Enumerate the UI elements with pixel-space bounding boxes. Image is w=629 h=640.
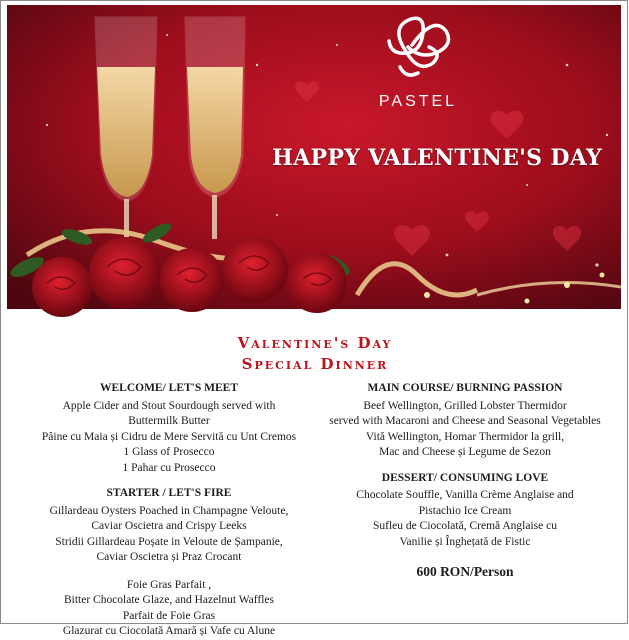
menu-line: Vanilie și Înghețată de Fistic [399, 535, 531, 548]
hero-title: HAPPY VALENTINE'S DAY [272, 145, 602, 171]
menu-line: Pâine cu Maia și Cidru de Mere Servită cu Unt Cremos [41, 430, 297, 443]
menu-line: Caviar Oscietra și Praz Crocant [96, 551, 242, 563]
menu-column-left [13, 381, 325, 640]
menu-line: Apple Cider and Stout Sourdough served with [62, 399, 276, 412]
menu-column-right [313, 381, 617, 580]
menu-line: Parfait de Foie Gras [122, 609, 216, 622]
price-per-person: 600 RON/Person [416, 564, 514, 579]
menu-line: Pistachio Ice Cream [418, 504, 512, 517]
menu-line: Stridii Gillardeau Poșate in Veloute de Șampanie, [55, 535, 283, 548]
brand-name: PASTEL [378, 93, 458, 110]
welcome-heading: WELCOME/ LET'S MEET [99, 382, 239, 394]
menu-line: Mac and Cheese și Legume de Sezon [379, 446, 551, 458]
menu-line: Vită Wellington, Homar Thermidor la grill, [365, 430, 565, 443]
menu-line: Buttermilk Butter [128, 415, 210, 427]
menu-title-line2: Special Dinner [241, 355, 389, 373]
menu-line: Chocolate Souffle, Vanilla Crème Anglaise and [356, 489, 574, 501]
menu-line: 1 Glass of Prosecco [123, 446, 215, 458]
menu-line: 1 Pahar cu Prosecco [122, 461, 216, 474]
menu-line: Caviar Oscietra and Crispy Leeks [91, 520, 247, 532]
menu-line: served with Macaroni and Cheese and Seasonal Vegetables [329, 415, 601, 427]
menu-line: Glazurat cu Ciocolată Amară și Vafe cu Alune [62, 625, 276, 637]
menu-line: Foie Gras Parfait , [126, 578, 212, 591]
menu-title-line1: Valentine's Day [237, 334, 393, 352]
menu-line: Gillardeau Oysters Poached in Champagne Veloute, [49, 504, 289, 517]
menu-line: Beef Wellington, Grilled Lobster Thermidor [363, 399, 567, 412]
starter-heading: STARTER / LET'S FIRE [106, 487, 232, 499]
menu-line: Bitter Chocolate Glaze, and Hazelnut Waffles [63, 594, 275, 606]
menu-line: Sufleu de Ciocolată, Cremă Anglaise cu [373, 520, 557, 532]
main-course-heading: MAIN COURSE/ BURNING PASSION [367, 382, 563, 394]
dessert-heading: DESSERT/ CONSUMING LOVE [381, 471, 549, 484]
hero-banner [7, 5, 621, 309]
